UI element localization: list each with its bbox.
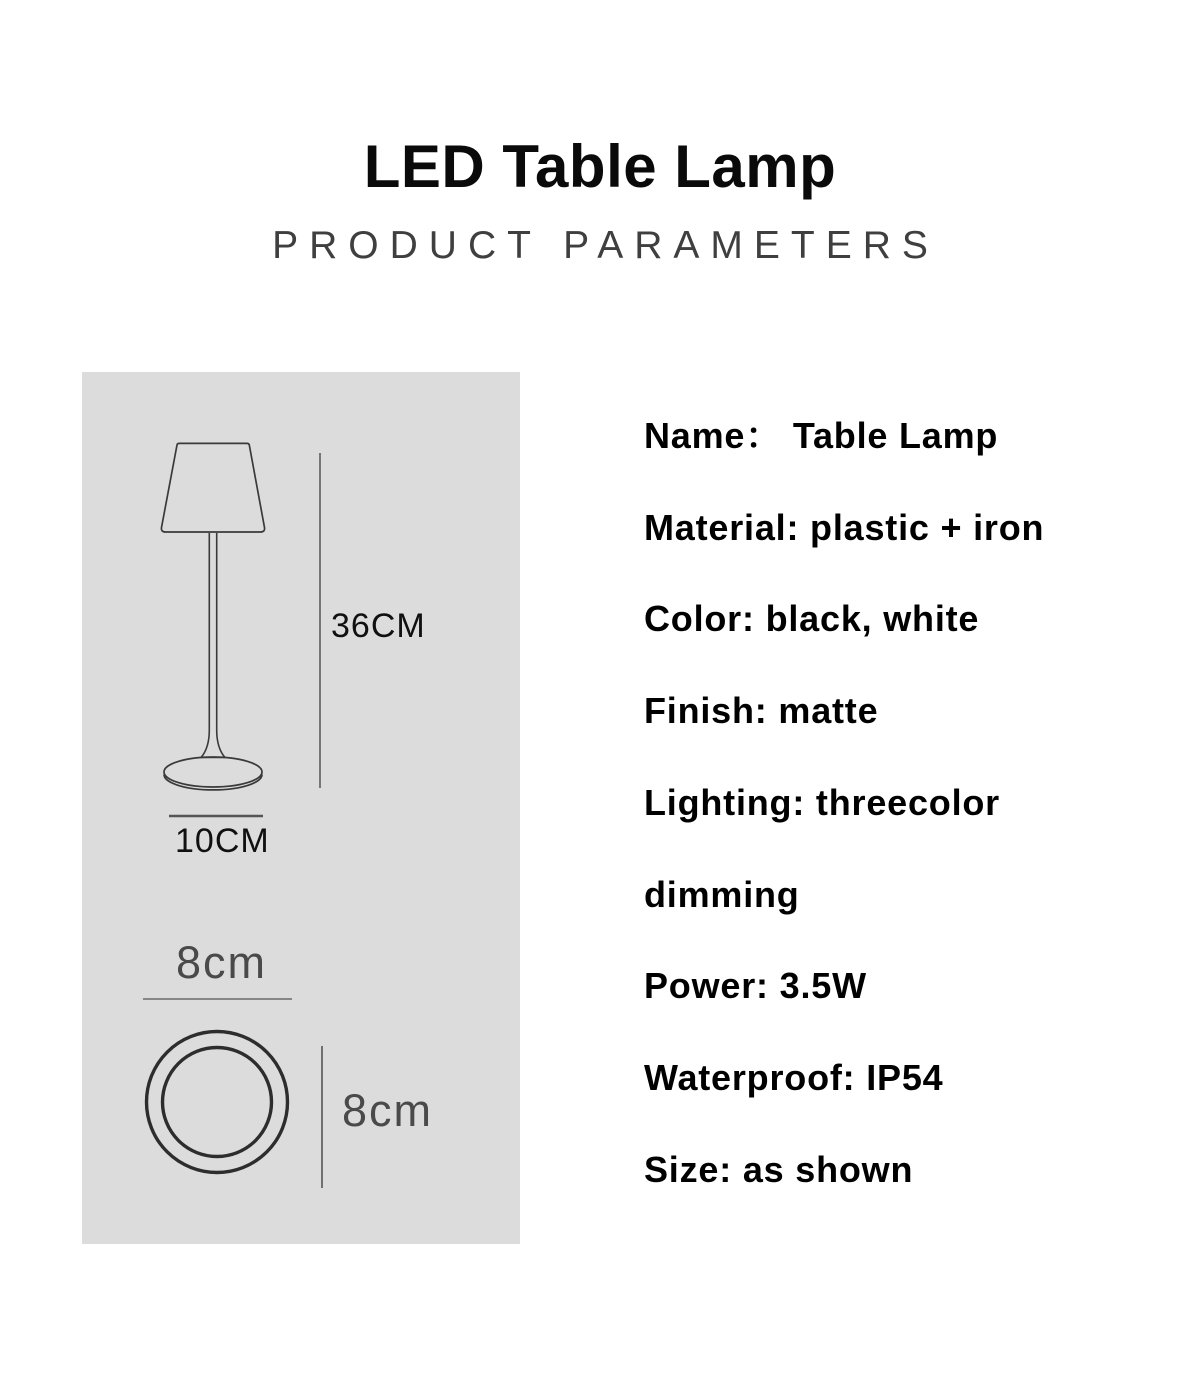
base-width-dimension-label: 10CM [175, 822, 270, 860]
lamp-shade-outline [161, 443, 264, 532]
spec-line-name: Name： Table Lamp [644, 415, 999, 456]
spec-line-waterproof: Waterproof: IP54 [644, 1056, 944, 1098]
lamp-stem-outline [201, 533, 225, 758]
top-view-diameter-label: 8cm [176, 937, 268, 988]
diagram-panel [82, 372, 520, 1244]
spec-line-finish: Finish: matte [644, 690, 879, 732]
top-view-height-label: 8cm [342, 1085, 434, 1136]
height-dimension-label: 36CM [331, 607, 426, 645]
spec-line-dimming: dimming [644, 873, 800, 915]
top-view-inner-circle [163, 1048, 272, 1157]
spec-line-lighting: Lighting: threecolor [644, 781, 1000, 823]
spec-line-size: Size: as shown [644, 1148, 914, 1190]
top-view-outer-circle [147, 1032, 288, 1173]
lamp-dimension-diagram [82, 372, 520, 1244]
spec-line-power: Power: 3.5W [644, 965, 867, 1007]
spec-line-color: Color: black, white [644, 598, 980, 640]
lamp-base-top-ellipse [164, 757, 262, 787]
page-subtitle: PRODUCT PARAMETERS [272, 224, 939, 267]
spec-line-material: Material: plastic + iron [644, 506, 1045, 548]
page-title: LED Table Lamp [363, 133, 837, 201]
spec-list [644, 390, 1184, 1215]
